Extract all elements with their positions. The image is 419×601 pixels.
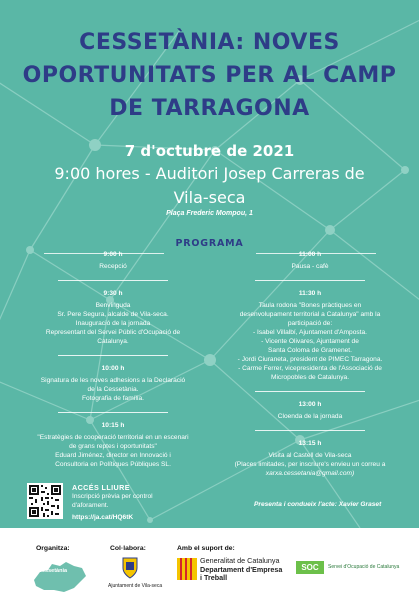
program-separator (255, 430, 365, 431)
time-line-1: 9:00 hores - Auditori Josep Carreras de (54, 164, 365, 183)
program-item-desc: Signatura de les noves adhesions a la Declaració de la Cessetània. Fotografia de família. (40, 377, 186, 402)
program-item-desc: Recepció (99, 263, 127, 270)
access-note: Inscripció prèvia per control d'aforament. (72, 493, 153, 509)
program-item (18, 364, 208, 403)
registration-link[interactable]: https://ja.cat/HQ6tK (72, 514, 134, 521)
program-item (214, 400, 406, 421)
program-item (214, 289, 406, 382)
program-item-desc: Cloenda de la jornada (277, 413, 343, 420)
generalitat-line-2: Departament d'Empresa (200, 564, 283, 574)
vila-seca-shield-icon (121, 556, 139, 580)
generalitat-line-1: Generalitat de Catalunya (200, 556, 280, 565)
cessetania-logo-text: Cessetània (38, 568, 68, 574)
programa-left-column (18, 250, 208, 478)
contact-email[interactable]: xarxa.cessetania@gmail.com) (265, 470, 355, 477)
program-item-desc: Visita al Castell de Vila-seca (Places limitades, per inscriure's envieu un correu a (234, 452, 386, 468)
program-item-time: 9:00 h (103, 251, 123, 258)
program-item (18, 250, 208, 271)
program-item-time: 13:00 h (298, 401, 322, 408)
program-separator (58, 412, 168, 413)
program-item-time: 11:30 h (298, 290, 322, 297)
qr-code-icon[interactable] (27, 483, 63, 519)
program-separator (58, 355, 168, 356)
program-item-time: 13:15 h (298, 440, 322, 447)
access-title: ACCÉS LLIURE (72, 483, 130, 492)
poster-title (0, 26, 419, 125)
program-separator (255, 280, 365, 281)
program-item-time: 10:15 h (101, 422, 125, 429)
program-item-time: 11:00 h (298, 251, 322, 258)
organitza-label: Organitza: (36, 545, 70, 552)
program-item-time: 9:30 h (103, 290, 123, 297)
event-date: 7 d'octubre de 2021 (124, 142, 295, 160)
vila-seca-text: Ajuntament de Vila-seca (108, 583, 163, 589)
soc-text: Servei d'Ocupació de Catalunya (328, 564, 400, 570)
event-time-venue (0, 162, 419, 210)
program-item-desc: "Estratègies de cooperació territorial en un escenari de grans reptes i oportunitats" Eduard Jiménez, director en Innovació i Consultoria en Polítiques Públiques SL. (37, 434, 189, 468)
generalitat-text (200, 557, 282, 583)
program-item (214, 250, 406, 271)
title-line-1: CESSETÀNIA: NOVES (79, 30, 340, 55)
program-item (18, 421, 208, 469)
generalitat-line-3: i Treball (200, 573, 228, 582)
program-item-time: 10:00 h (101, 365, 125, 372)
programa-heading: PROGRAMA (175, 238, 244, 249)
program-separator (58, 280, 168, 281)
sponsor-footer (0, 528, 419, 601)
program-item-desc: Taula rodona "Bones pràctiques en desenvolupament territorial a Catalunya" amb la participació de: - Isabel Villalbí, Ajuntament d'Amposta. - Vicente Olivares, Ajuntament de Santa Coloma de Gramenet. - Jordi Ciuraneta, president de PIMEC Tarragona. - Carme Ferrer, vicepresidenta de l'Associació de Micropobles de Catalunya. (237, 302, 383, 381)
generalitat-senyera-icon (177, 558, 197, 580)
collabora-label: Col·labora: (110, 545, 146, 552)
programa-right-column (214, 250, 406, 487)
program-separator (255, 391, 365, 392)
program-item-desc: Benvinguda Sr. Pere Segura, alcalde de Vila-seca. Inauguració de la jornada Representant del Servei Públic d'Ocupació de Catalunya. (45, 302, 181, 345)
program-item (18, 289, 208, 346)
event-address: Plaça Frederic Mompou, 1 (166, 210, 253, 217)
cessetania-map-logo (30, 560, 90, 594)
program-item (214, 439, 406, 478)
soc-logo: SOC (296, 561, 324, 574)
title-line-2: OPORTUNITATS PER AL CAMP (22, 63, 397, 88)
program-item-desc: Pausa - cafè (291, 263, 329, 270)
presenter-note: Presenta i condueix l'acte: Xavier Graset (254, 501, 382, 508)
access-text (72, 483, 212, 522)
title-line-3: DE TARRAGONA (109, 96, 310, 121)
time-line-2: Vila-seca (173, 188, 246, 207)
suport-label: Amb el suport de: (177, 545, 235, 552)
